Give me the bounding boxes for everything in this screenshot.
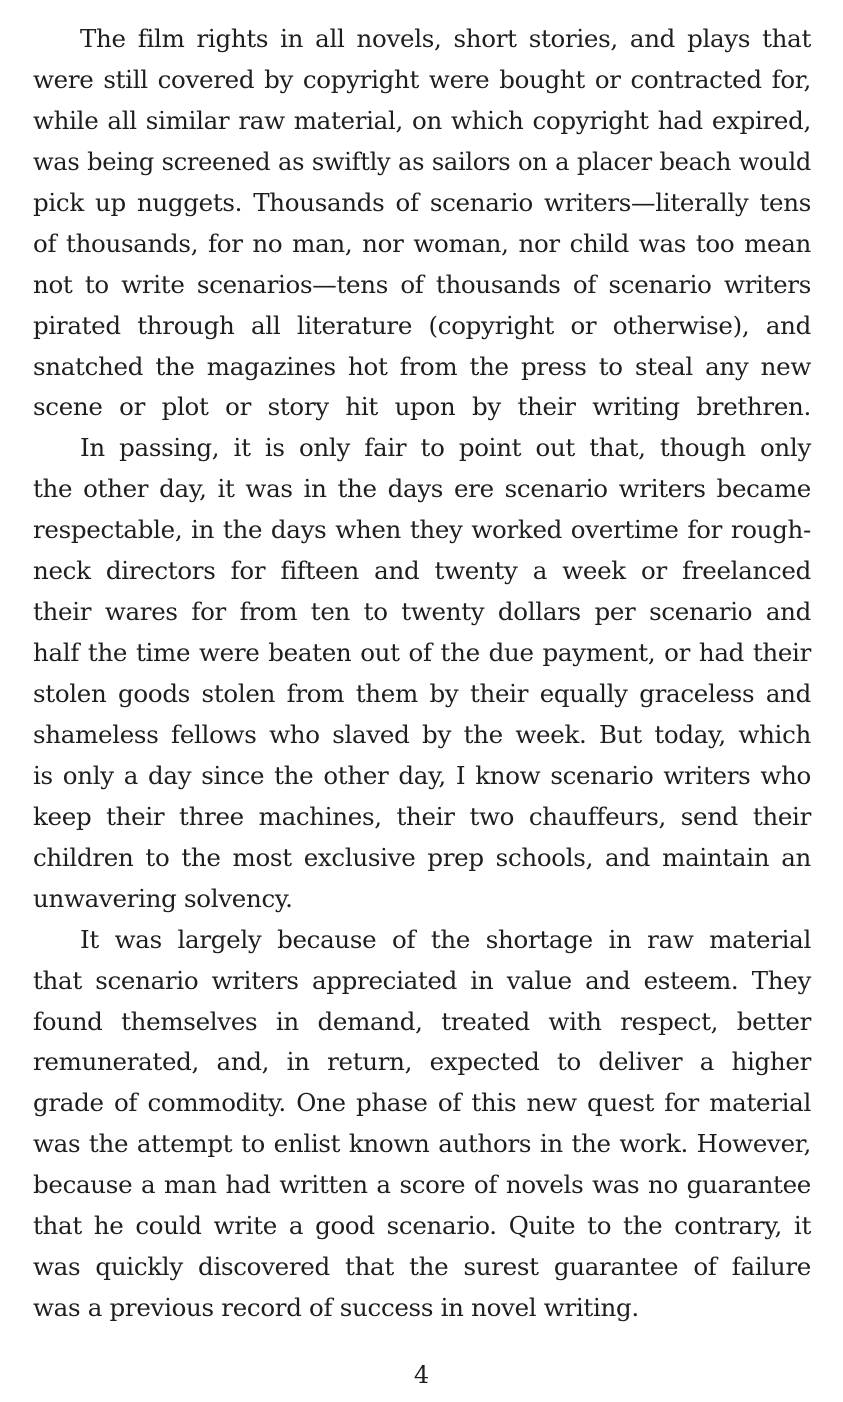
text-line: It was largely because of the shortage in raw material xyxy=(80,924,811,954)
text-line: was being screened as swiftly as sailors on a placer beach would xyxy=(33,147,811,176)
text-line: that he could write a good scenario. Quite to the contrary, it xyxy=(33,1211,811,1241)
page-number: 4 xyxy=(413,1361,430,1389)
text-line: respectable, in the days when they worked overtime for rough- xyxy=(33,515,811,545)
text-line: because a man had written a score of novels was no guarantee xyxy=(33,1170,811,1200)
text-line: pirated through all literature (copyright or otherwise), and xyxy=(33,310,811,340)
text-line: was the attempt to enlist known authors in the work. However, xyxy=(33,1129,811,1159)
text-line: neck directors for fifteen and twenty a week or freelanced xyxy=(33,556,811,586)
text-line: unwavering solvency. xyxy=(33,883,293,913)
text-line: The film rights in all novels, short stories, and plays that xyxy=(80,24,811,53)
text-line: was a previous record of success in novel writing. xyxy=(33,1293,639,1323)
text-line: the other day, it was in the days ere scenario writers became xyxy=(33,474,811,504)
text-line: was quickly discovered that the surest guarantee of failure xyxy=(33,1252,811,1282)
text-line: children to the most exclusive prep schools, and maintain an xyxy=(33,842,811,872)
text-line: that scenario writers appreciated in value and esteem. They xyxy=(33,965,811,995)
body-text xyxy=(33,19,811,1329)
text-line: In passing, it is only fair to point out that, though only xyxy=(80,433,811,463)
text-line: snatched the magazines hot from the press to steal any new xyxy=(33,351,811,381)
text-line: found themselves in demand, treated with respect, better xyxy=(33,1006,811,1036)
text-line: grade of commodity. One phase of this new quest for material xyxy=(33,1088,811,1118)
text-line: half the time were beaten out of the due payment, or had their xyxy=(33,638,811,668)
text-line: of thousands, for no man, nor woman, nor child was too mean xyxy=(33,228,811,258)
paragraph-1 xyxy=(33,19,811,428)
text-line: their wares for from ten to twenty dollars per scenario and xyxy=(33,597,811,627)
text-line: scene or plot or story hit upon by their writing brethren. xyxy=(33,392,811,422)
paragraph-3 xyxy=(33,920,811,1329)
text-line: pick up nuggets. Thousands of scenario writers—literally tens xyxy=(33,187,811,217)
paragraph-2 xyxy=(33,428,811,919)
text-line: is only a day since the other day, I know scenario writers who xyxy=(33,760,811,790)
text-line: remunerated, and, in return, expected to deliver a higher xyxy=(33,1047,811,1077)
text-line: stolen goods stolen from them by their equally graceless and xyxy=(33,679,811,708)
text-line: not to write scenarios—tens of thousands of scenario writers xyxy=(33,269,811,299)
text-line: while all similar raw material, on which copyright had expired, xyxy=(33,105,811,135)
text-line: keep their three machines, their two chauffeurs, send their xyxy=(33,801,811,831)
text-line: shameless fellows who slaved by the week. But today, which xyxy=(33,719,811,749)
text-line: were still covered by copyright were bought or contracted for, xyxy=(33,64,811,94)
